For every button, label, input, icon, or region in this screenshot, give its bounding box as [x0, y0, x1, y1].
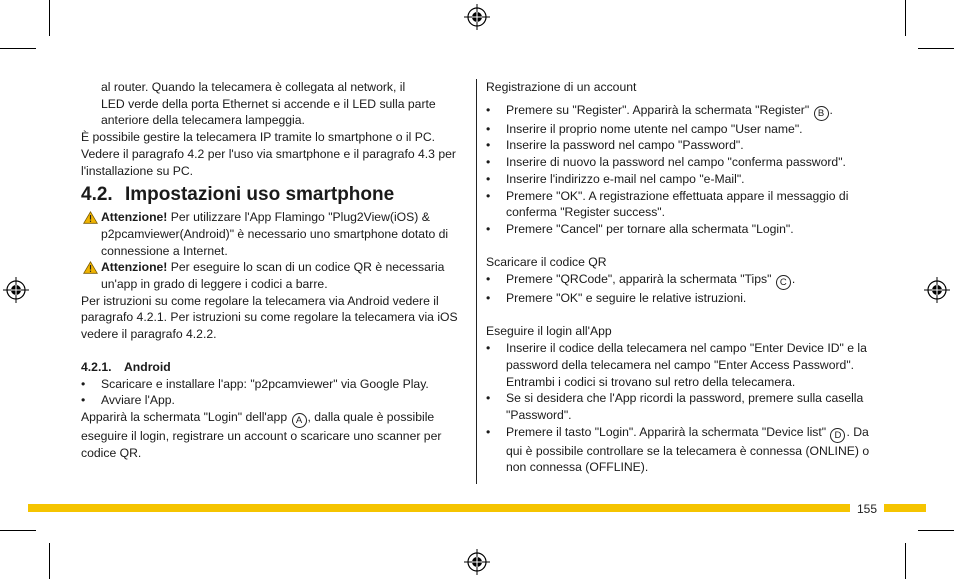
registration-mark-icon: [464, 4, 490, 30]
screen-marker-d: D: [830, 428, 845, 443]
list-item: • Inserire l'indirizzo e-mail nel campo "e-Mail".: [486, 171, 745, 186]
left-column: [81, 79, 465, 461]
list-item: • Premere "QRCode", apparirà la schermata "Tips" C .: [486, 272, 796, 289]
crop-mark: [918, 530, 954, 531]
screen-marker-a: A: [292, 413, 307, 428]
list-item: • Inserire il proprio nome utente nel campo "User name".: [486, 121, 803, 136]
crop-mark: [918, 48, 954, 49]
crop-mark: [905, 0, 906, 36]
bullet: •: [486, 188, 491, 203]
warning-note: [81, 209, 465, 259]
bullet: •: [486, 424, 491, 439]
crop-mark: [0, 48, 36, 49]
bullet: •: [486, 121, 491, 136]
screen-marker-b: B: [814, 106, 829, 121]
column-divider: [476, 79, 477, 484]
block-title: Registrazione di un account: [486, 80, 637, 94]
registration-mark-icon: [924, 277, 950, 303]
section-title: Impostazioni uso smartphone: [125, 184, 395, 206]
bullet: •: [486, 221, 491, 236]
warning-label: Attenzione!: [101, 210, 168, 225]
crop-mark: [49, 543, 50, 579]
paragraph: Per istruzioni su come regolare la telecamera via Android vedere il paragrafo 4.2.1. Per istruzioni su come regolare la telecamera via iOS vedere il paragrafo 4.2.2.: [81, 293, 458, 342]
bullet: •: [486, 341, 491, 356]
footer-bar: [884, 504, 926, 512]
screen-marker-c: C: [776, 275, 791, 290]
list-item: • Premere "Cancel" per tornare alla schermata "Login".: [486, 221, 794, 236]
list-item: • Premere "OK". A registrazione effettuata appare il messaggio di conferma "Register success".: [486, 188, 849, 220]
text-line: LED verde della porta Ethernet si accende e il LED sulla parte: [101, 96, 436, 111]
warning-triangle-icon: [81, 259, 101, 275]
text-line: al router. Quando la telecamera è collegata al network, il: [101, 80, 406, 94]
list-item: • Inserire il codice della telecamera nel campo "Enter Device ID" e la password della telecamera nel campo "Enter Access Password". Entrambi i codici si trovano sul retro della telecamera.: [486, 341, 867, 389]
bullet: •: [486, 171, 491, 186]
warning-text: Per utilizzare l'App Flamingo "Plug2View(iOS) & p2pcamviewer(Android)" è necessario uno smartphone dotato di connessione a Internet.: [101, 210, 449, 258]
crop-mark: [905, 543, 906, 579]
subsection-title: Android: [124, 359, 171, 374]
subsection-number: 4.2.1.: [81, 359, 112, 374]
registration-mark-icon: [464, 549, 490, 575]
bullet: •: [81, 376, 86, 391]
registration-mark-icon: [3, 277, 29, 303]
bullet: •: [486, 155, 491, 170]
block-title: Eseguire il login all'App: [486, 324, 612, 339]
bullet: •: [486, 391, 491, 406]
intro-continuation: [81, 79, 465, 129]
intro-paragraph: È possibile gestire la telecamera IP tramite lo smartphone o il PC. Vedere il paragrafo 4.2 per l'uso via smartphone e il paragrafo 4.3 per l'installazione su PC.: [81, 130, 456, 178]
list-item: • Premere "OK" e seguire le relative istruzioni.: [486, 291, 747, 306]
bullet: •: [486, 102, 491, 117]
list-item: • Avviare l'App.: [81, 393, 175, 408]
bullet: •: [486, 138, 491, 153]
list-item: • Se si desidera che l'App ricordi la password, premere sulla casella "Password".: [486, 391, 864, 422]
page-number: 155: [856, 502, 878, 516]
section-number: 4.2.: [81, 184, 113, 206]
paragraph: Apparirà la schermata "Login" dell'app A , dalla quale è possibile eseguire il login, registrare un account o scaricare uno scanner per codice QR.: [81, 409, 442, 460]
bullet: •: [486, 272, 491, 287]
list-item: • Inserire la password nel campo "Password".: [486, 138, 744, 153]
footer-bar: [28, 504, 850, 512]
section-heading: [81, 183, 465, 207]
list-item: • Scaricare e installare l'app: "p2pcamviewer" via Google Play.: [81, 376, 429, 391]
warning-label: Attenzione!: [101, 260, 168, 275]
warning-triangle-icon: [81, 209, 101, 225]
block-title: Scaricare il codice QR: [486, 255, 607, 270]
text-line: anteriore della telecamera lampeggia.: [101, 113, 305, 128]
list-item: • Premere il tasto "Login". Apparirà la schermata "Device list" D . Da qui è possibile controllare se la telecamera è connessa (ONLINE) o non connessa (OFFLINE).: [486, 424, 870, 475]
bullet: •: [81, 393, 86, 408]
list-item: • Premere su "Register". Apparirà la schermata "Register" B .: [486, 102, 833, 119]
warning-text: Per eseguire lo scan di un codice QR è necessaria un'app in grado di leggere i codici a barre.: [101, 260, 445, 292]
crop-mark: [0, 530, 36, 531]
warning-note: [81, 259, 465, 292]
bullet: •: [486, 291, 491, 306]
crop-mark: [49, 0, 50, 36]
subsection-heading: [81, 359, 465, 376]
right-column: [486, 79, 878, 476]
list-item: • Inserire di nuovo la password nel campo "conferma password".: [486, 155, 846, 170]
